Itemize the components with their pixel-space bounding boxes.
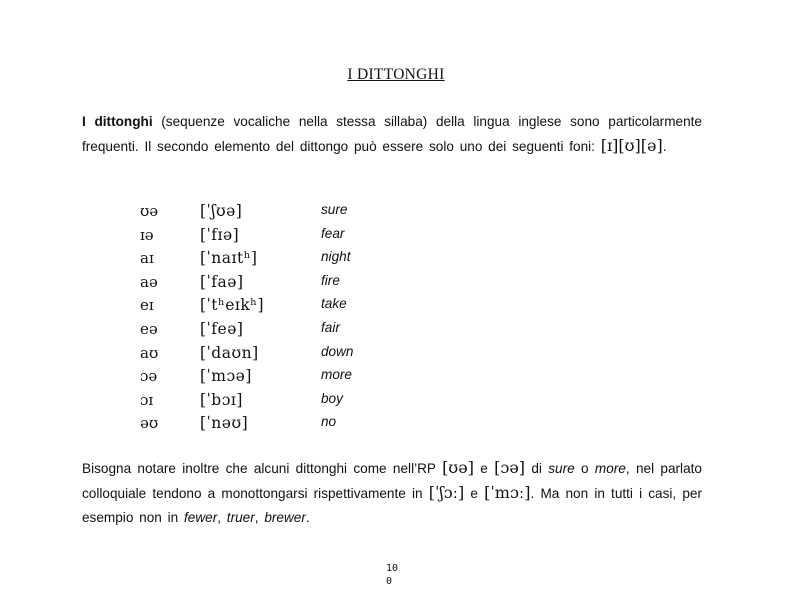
outro-example-word: sure [548, 461, 575, 476]
outro-text: . Ma non in tutti i casi, per esempio non in [82, 486, 703, 525]
example-word: boy [321, 390, 343, 406]
outro-paragraph [82, 456, 702, 530]
outro-text: e [464, 486, 485, 501]
ipa-transcription: [ˈbɔɪ] [200, 390, 243, 409]
outro-text: Bisogna notare inoltre che alcuni dittonghi come nell’RP [82, 461, 443, 476]
ipa-transcription: [ˈfaə] [200, 272, 244, 291]
example-word: night [321, 249, 351, 265]
outro-ipa: [ˈmɔː] [484, 483, 531, 502]
table-row [0, 202, 792, 226]
ipa-transcription: [ˈmɔə] [200, 367, 252, 386]
diphthong-symbol: aʊ [140, 343, 159, 362]
table-row [0, 344, 792, 368]
table-row [0, 320, 792, 344]
outro-text: o [574, 461, 595, 476]
diphthong-symbol: ɔɪ [140, 390, 154, 409]
example-word: fear [321, 225, 345, 241]
outro-text: e [473, 461, 495, 476]
table-row [0, 249, 792, 273]
outro-text: , [217, 510, 227, 525]
outro-text: . [305, 510, 310, 525]
example-word: no [321, 414, 337, 430]
outro-ipa: [ˈʃɔː] [428, 483, 465, 502]
diphthong-symbol: aə [140, 272, 158, 291]
diphthong-symbol: ʊə [140, 202, 159, 220]
diphthong-symbol: ɔə [140, 367, 158, 386]
outro-text: di [525, 461, 549, 476]
intro-bold-term: I dittonghi [82, 114, 153, 129]
ipa-transcription: [ˈʃʊə] [200, 202, 243, 220]
ipa-transcription: [ˈtʰeɪkʰ] [200, 296, 265, 315]
diphthong-symbol: aɪ [140, 249, 154, 268]
outro-text: , nel parlato colloquiale tendono a monottongarsi rispettivamente in [82, 461, 702, 501]
outro-ipa: [ʊə] [442, 458, 474, 477]
outro-text: , [254, 510, 265, 525]
outro-example-word: more [594, 461, 626, 476]
table-row [0, 391, 792, 415]
example-word: fair [321, 320, 340, 335]
ipa-transcription: [ˈnaɪtʰ] [200, 249, 258, 268]
ipa-transcription: [ˈdaʊn] [200, 343, 259, 362]
example-word: more [321, 367, 352, 383]
ipa-transcription: [ˈnəʊ] [200, 414, 249, 433]
table-row [0, 367, 792, 391]
page-number [386, 562, 406, 588]
table-row [0, 226, 792, 250]
intro-phones: [ɪ][ʊ][ə] [600, 136, 663, 155]
diphthong-symbol: eə [140, 320, 158, 338]
diphthong-symbol: əʊ [140, 414, 159, 433]
example-word: fire [321, 272, 340, 288]
outro-example-word: truer [226, 510, 255, 525]
outro-example-word: brewer [264, 510, 306, 525]
table-row [0, 273, 792, 297]
diphthong-symbol: ɪə [140, 225, 154, 244]
ipa-transcription: [ˈfɪə] [200, 225, 240, 244]
example-word: take [321, 296, 347, 312]
example-word: sure [321, 202, 348, 217]
page-title: I DITTONGHI [347, 66, 445, 83]
outro-ipa: [ɔə] [494, 458, 526, 477]
intro-end: . [662, 139, 667, 154]
table-row [0, 414, 792, 438]
page-number-line: 10 [386, 563, 399, 574]
example-word: down [321, 343, 354, 359]
outro-example-word: fewer [183, 510, 218, 525]
ipa-transcription: [ˈfeə] [200, 320, 244, 338]
diphthong-symbol: eɪ [140, 296, 154, 315]
table-row [0, 296, 792, 320]
intro-text: (sequenze vocaliche nella stessa sillaba) della lingua inglese sono particolarmente frequenti. Il secondo elemento del dittongo può essere solo uno dei seguenti foni: [82, 114, 702, 154]
intro-paragraph [82, 110, 702, 159]
page-number-line: 0 [386, 576, 393, 587]
